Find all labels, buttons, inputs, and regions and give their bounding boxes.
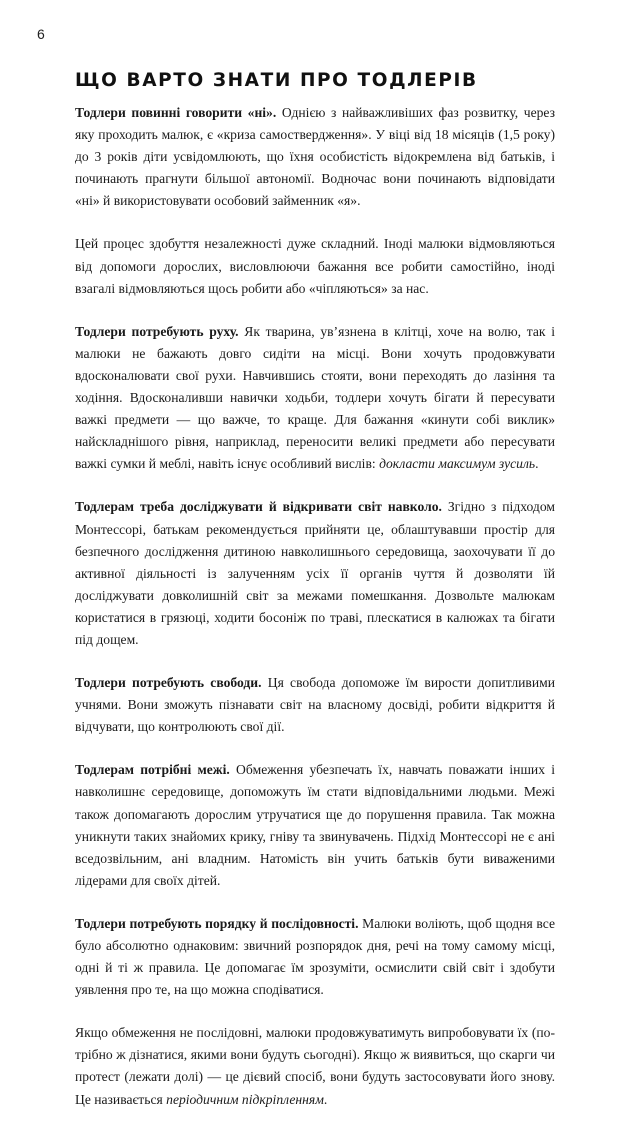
paragraph-lead: Тодлери повинні говорити «ні».: [75, 105, 277, 120]
paragraph-saying-no: [75, 102, 555, 212]
paragraph-independence: [75, 233, 555, 299]
paragraph-text: Ця свобода допоможе їм вирости допитливими учнями. Вони зможуть пізнавати світ на власному досвіді, робити відкриття й відчувати, що контролюють свої дії.: [75, 675, 555, 735]
paragraph-text: Малюки воліють, щоб щодня все було абсолютно однаковим: звичний розпорядок дня, речі на тому самому місці, одні й ті ж правила. Це допомагає їм зрозуміти, осмислити свій світ і здобути уявлення про те, на що можна сподіватися.: [75, 915, 556, 998]
section-heading: ЩО ВАРТО ЗНАТИ ПРО ТОДЛЕРІВ: [75, 70, 478, 91]
paragraph-freedom: [75, 672, 555, 738]
paragraph-tail: .: [323, 1091, 328, 1107]
paragraph-lead: Тодлери потребують руху.: [75, 323, 239, 339]
paragraph-lead: Тодлери потребують свободи.: [75, 675, 262, 691]
paragraph-text: Однією з найважливіших фаз розвитку, через яку проходить малюк, є «криза самоствердження». У віці від 18 місяців (1,5 року) до 3 років діти усвідомлюють, що їхня особистість відокремлена від батьків, і починають прагнути більшої автономії. Водночас вони починають відповідати «ні» й використовувати особовий займенник «я».: [75, 105, 555, 209]
paragraph-order: [75, 913, 555, 1001]
paragraph-lead: Тодлерам потрібні межі.: [75, 762, 230, 778]
paragraph-text: Згідно з підходом Монтессорі, батькам рекомендується прийняти це, облаштувавши простір для безпечного дослідження дитиною навколишнього середовища, заохочувати її до активної діяльності із залученням усіх її органів чуття й дозволяти їй досліджувати довколишній світ за межами помешкання. Дозвольте малюкам користатися в грязюці, ходити босоніж по траві, плескатися в калюжах та бігати під дощем.: [75, 499, 555, 647]
body-text: [75, 102, 555, 1132]
paragraph-text: Якщо обмеження не послідовні, малюки продовжуватимуть випробовувати їх (потрібно ж дізнатися, якими вони будуть сьогодні). Якщо ж виявиться, що скарги чи протест (лежати долі) — це дієвий спосіб, вони будуть застосовувати його знову. Це називається: [75, 1025, 555, 1107]
italic-term: періодичним підкріпленням: [166, 1091, 324, 1107]
paragraph-lead: Тодлери потребують порядку й послідовності.: [75, 915, 359, 931]
paragraph-tail: .: [535, 456, 539, 472]
paragraph-text: Як тварина, ув’язнена в клітці, хоче на волю, так і малюки не бажають довго сидіти на місці. Вони хочуть продовжувати вдосконалювати свої рухи. Навчившись стояти, вони переходять до лазіння та ходіння. Вдосконаливши навички ходьби, тодлери хочуть бігати й пересувати важкі предмети — що важче, то краще. Для бажання «кинути собі виклик» найскладнішого рівня, наприклад, переносити великі предмети або пересувати важкі сумки й меблі, навіть існує особливий вислів:: [75, 323, 555, 472]
paragraph-consistency: [75, 1022, 555, 1110]
paragraph-text: Цей процес здобуття незалежності дуже складний. Іноді малюки відмовляються від допомоги дорослих, висловлюючи бажання все робити самостійно, іноді взагалі відмовляються щось робити або «чіпляються» за нас.: [75, 236, 555, 296]
page-number: 6: [37, 26, 45, 42]
paragraph-limits: [75, 759, 555, 892]
paragraph-exploration: [75, 496, 555, 651]
paragraph-text: Обмеження убезпечать їх, навчать поважати інших і навколишнє середовище, допоможуть їм стати відповідальними людьми. Межі також допомагають дорослим утручатися ще до порушення правила. Так можна уникнути таких знайомих крику, гніву та звинувачень. Підхід Монтессорі не є ані вседозвільним, ані владним. Натомість він учить батьків бути виваженими лідерами для своїх дітей.: [75, 762, 555, 888]
paragraph-movement: [75, 321, 555, 476]
paragraph-lead: Тодлерам треба досліджувати й відкривати світ навколо.: [75, 499, 442, 515]
italic-term: докласти максимум зусиль: [379, 456, 536, 472]
